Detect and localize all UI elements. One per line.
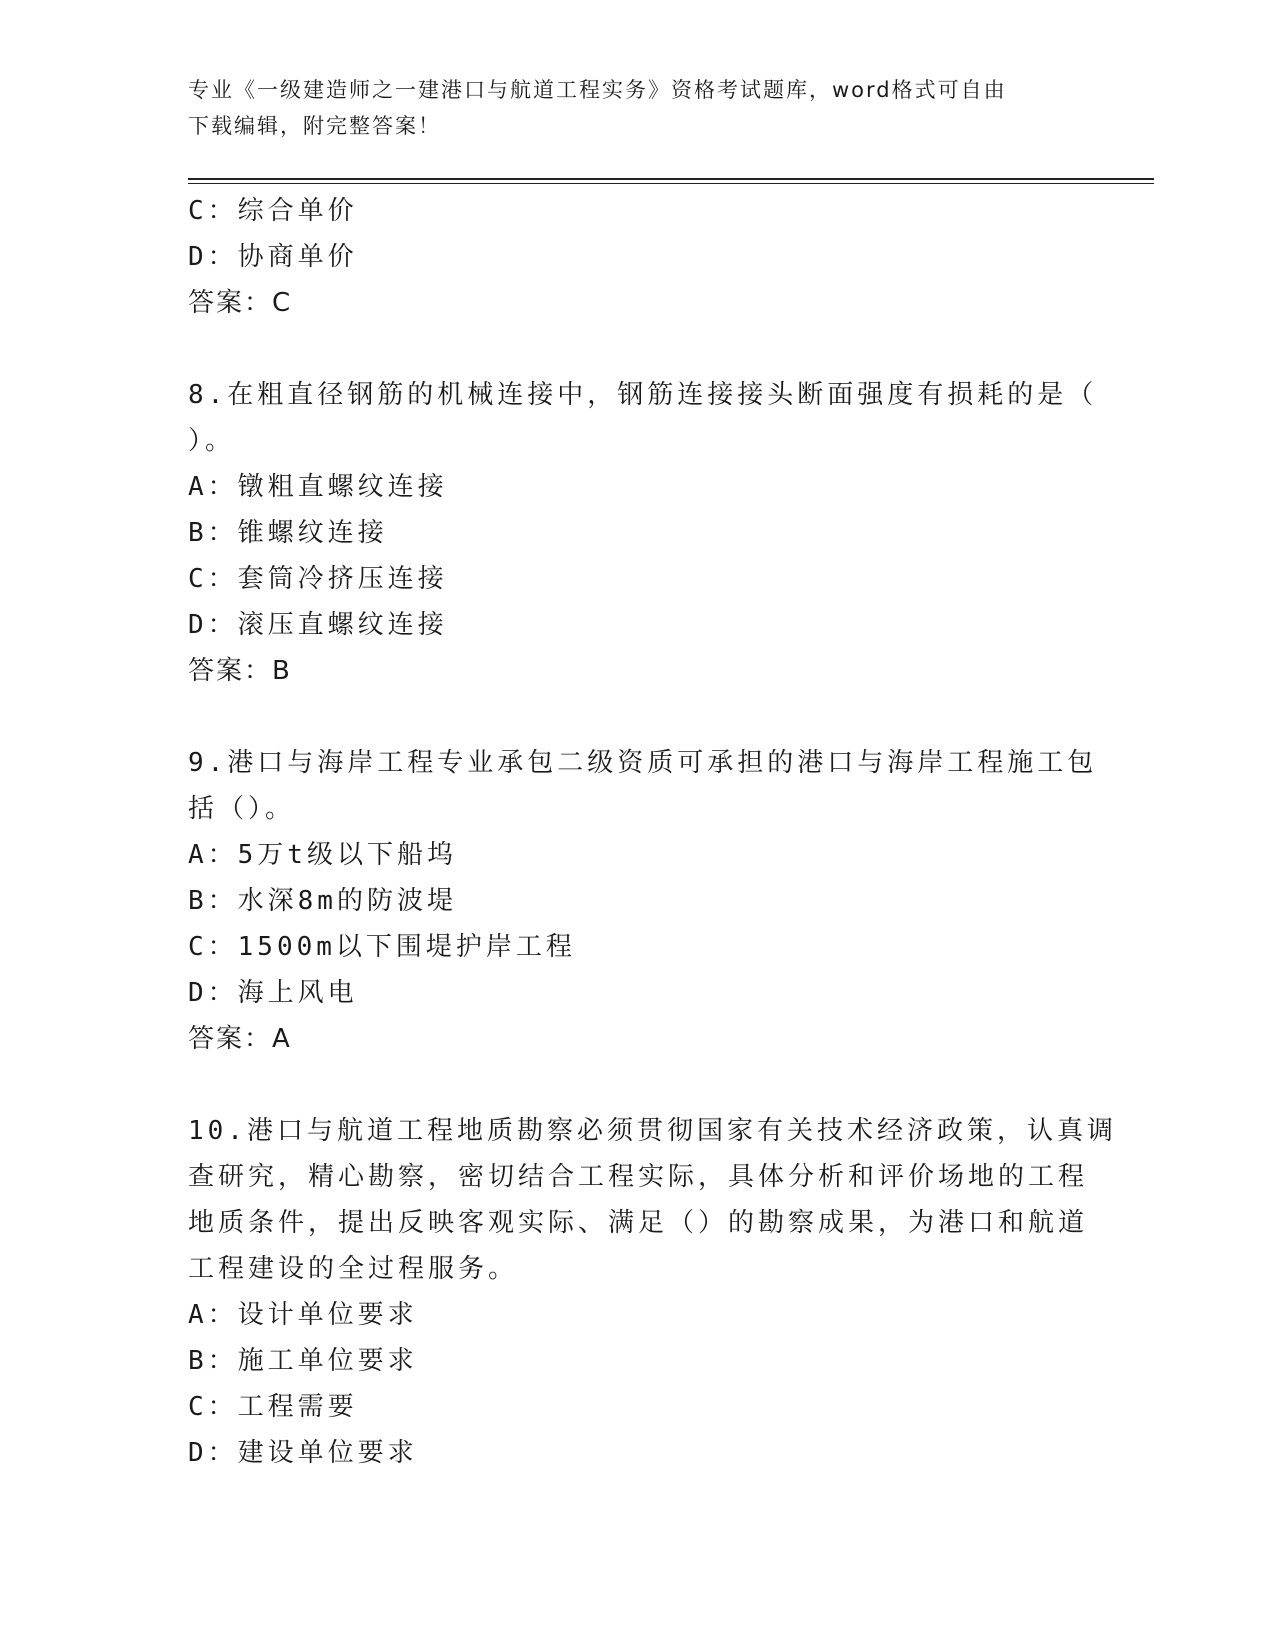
- question-7-tail: [188, 188, 1068, 326]
- question-text: [188, 1108, 1117, 1292]
- question-text-line: 8.在粗直径钢筋的机械连接中，钢筋连接接头断面强度有损耗的是（: [188, 380, 1098, 410]
- option-c: C：工程需要: [188, 1392, 358, 1422]
- option-a: A：镦粗直螺纹连接: [188, 472, 448, 502]
- answer: 答案：B: [188, 656, 292, 686]
- header-line-1: 专业《一级建造师之一建港口与航道工程实务》资格考试题库，word格式可自由: [188, 78, 1007, 102]
- option-a: A：5万t级以下船坞: [188, 840, 457, 870]
- question-text-line: ）。: [188, 426, 236, 456]
- option-b: B：施工单位要求: [188, 1346, 418, 1376]
- header-divider-thick: [188, 178, 1154, 180]
- option-c: C：套筒冷挤压连接: [188, 564, 448, 594]
- spacer: [188, 326, 1068, 372]
- option-c: C：综合单价: [188, 196, 358, 226]
- question-text-line: 工程建设的全过程服务。: [188, 1254, 519, 1284]
- question-text: [188, 372, 1098, 464]
- option-c: C：1500m以下围堤护岸工程: [188, 932, 576, 962]
- option-a: A：设计单位要求: [188, 1300, 418, 1330]
- answer: 答案：C: [188, 288, 293, 318]
- option-b: B：水深8m的防波堤: [188, 886, 457, 916]
- question-text-line: 地质条件，提出反映客观实际、满足（）的勘察成果，为港口和航道: [188, 1208, 1089, 1238]
- option-d: D：协商单价: [188, 242, 358, 272]
- question-10: [188, 1108, 1117, 1476]
- question-9: [188, 740, 1098, 1062]
- option-b: B：锥螺纹连接: [188, 518, 388, 548]
- question-8: [188, 372, 1098, 694]
- header-line-2: 下载编辑，附完整答案！: [188, 114, 441, 138]
- spacer: [188, 1062, 1068, 1108]
- option-d: D：海上风电: [188, 978, 358, 1008]
- question-text-line: 括（）。: [188, 794, 296, 824]
- document-header: [188, 72, 1088, 144]
- option-d: D：滚压直螺纹连接: [188, 610, 448, 640]
- answer: 答案：A: [188, 1024, 292, 1054]
- question-text-line: 10.港口与航道工程地质勘察必须贯彻国家有关技术经济政策，认真调: [188, 1116, 1117, 1146]
- question-text: [188, 740, 1098, 832]
- header-divider-thin: [188, 183, 1154, 184]
- question-list: [188, 188, 1117, 1476]
- question-text-line: 查研究，精心勘察，密切结合工程实际，具体分析和评价场地的工程: [188, 1162, 1089, 1192]
- option-d: D：建设单位要求: [188, 1438, 418, 1468]
- question-text-line: 9.港口与海岸工程专业承包二级资质可承担的港口与海岸工程施工包: [188, 748, 1098, 778]
- spacer: [188, 694, 1068, 740]
